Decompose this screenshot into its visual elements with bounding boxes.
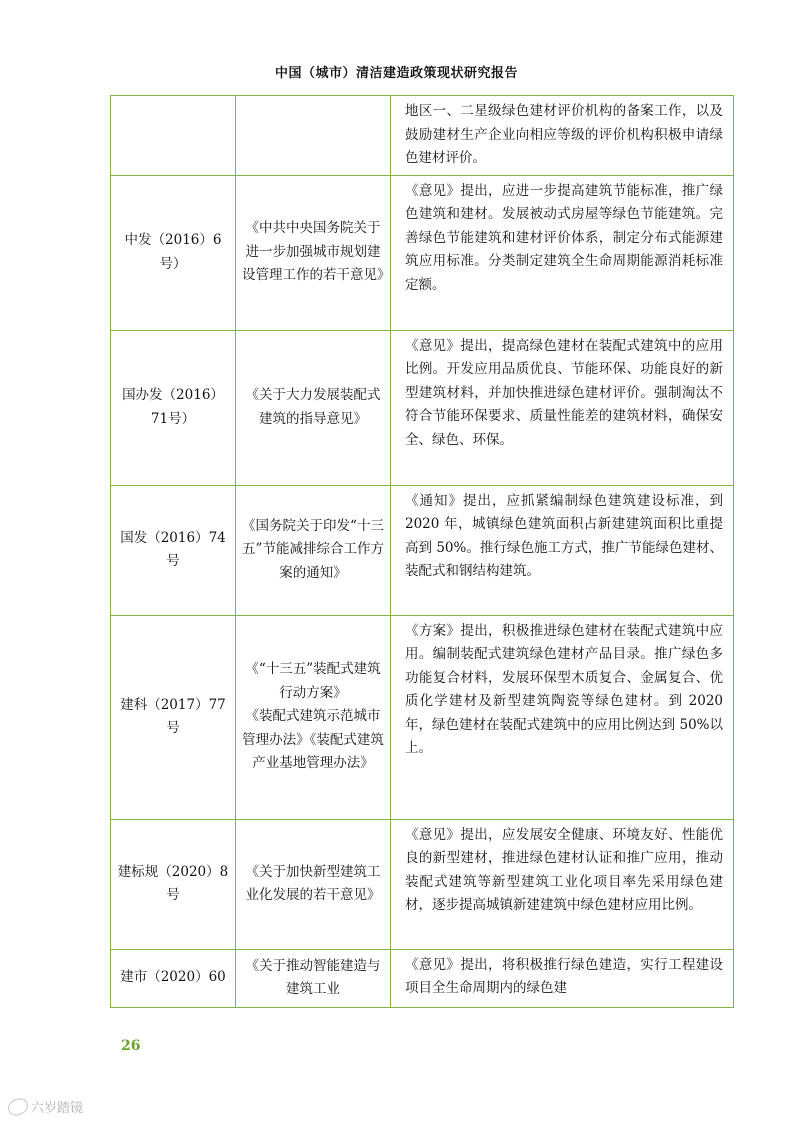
issuing-code-cell: 建标规（2020）8号 bbox=[111, 819, 236, 949]
report-header-title: 中国（城市）清洁建造政策现状研究报告 bbox=[274, 66, 518, 81]
policy-content-cell: 《意见》提出，提高绿色建材在装配式建筑中的应用比例。开发应用品质优良、节能环保、功能良好的新型建筑材料，并加快推进绿色建材评价。强制淘汰不符合节能环保要求、质量性能差的建筑材料，确保安全、绿色、环保。 bbox=[391, 330, 734, 485]
issuing-code-cell: 国发（2016）74号 bbox=[111, 485, 236, 615]
watermark-logo-icon bbox=[6, 1096, 29, 1117]
policy-content-cell: 地区一、二星级绿色建材评价机构的备案工作，以及鼓励建材生产企业向相应等级的评价机构积极申请绿色建材评价。 bbox=[391, 96, 734, 176]
issuing-code-cell: 建市（2020）60 bbox=[111, 949, 236, 1007]
policy-content-cell: 《意见》提出，应发展安全健康、环境友好、性能优良的新型建材，推进绿色建材认证和推广应用，推动装配式建筑等新型建筑工业化项目率先采用绿色建材，逐步提高城镇新建建筑中绿色建材应用比例。 bbox=[391, 819, 734, 949]
policy-content-cell: 《意见》提出，将积极推行绿色建造，实行工程建设项目全生命周期内的绿色建 bbox=[391, 949, 734, 1007]
table-row bbox=[111, 175, 734, 330]
watermark bbox=[8, 1097, 83, 1116]
watermark-text: 六岁踏镜 bbox=[31, 1101, 84, 1116]
page-number: 26 bbox=[121, 1038, 141, 1054]
policy-content-cell: 《通知》提出，应抓紧编制绿色建筑建设标准，到 2020 年，城镇绿色建筑面积占新建建筑面积比重提高到 50%。推行绿色施工方式，推广节能绿色建材、装配式和钢结构建筑。 bbox=[391, 485, 734, 615]
document-title-cell bbox=[236, 485, 391, 615]
issuing-code-cell bbox=[111, 96, 236, 176]
document-title-cell bbox=[236, 819, 391, 949]
document-title: 《关于加快新型建筑工业化发展的若干意见》 bbox=[245, 863, 381, 903]
document-title: 《中共中央国务院关于进一步加强城市规划建设管理工作的若干意见》 bbox=[242, 220, 391, 284]
issuing-code-cell: 建科（2017）77号 bbox=[111, 615, 236, 819]
document-title: 《“十三五”装配式建筑行动方案》 bbox=[245, 661, 381, 701]
policy-content-cell: 《方案》提出，积极推进绿色建材在装配式建筑中应用。编制装配式建筑绿色建材产品目录。推广绿色多功能复合材料，发展环保型木质复合、金属复合、优质化学建材及新型建筑陶瓷等绿色建材。到 2020 年，绿色建材在装配式建筑中的应用比例达到 50%以上。 bbox=[391, 615, 734, 819]
table-row bbox=[111, 485, 734, 615]
table-row bbox=[111, 330, 734, 485]
document-title-cell bbox=[236, 175, 391, 330]
table-row bbox=[111, 615, 734, 819]
policy-content-cell: 《意见》提出，应进一步提高建筑节能标准，推广绿色建筑和建材。发展被动式房屋等绿色节能建筑。完善绿色节能建筑和建材评价体系，制定分布式能源建筑应用标准。分类制定建筑全生命周期能源消耗标准定额。 bbox=[391, 175, 734, 330]
table-row bbox=[111, 949, 734, 1007]
document-title: 《国务院关于印发“十三五”节能减排综合工作方案的通知》 bbox=[242, 517, 384, 581]
document-title-cell bbox=[236, 615, 391, 819]
document-title: 《装配式建筑示范城市管理办法》《装配式建筑产业基地管理办法》 bbox=[242, 708, 384, 772]
document-title-cell bbox=[236, 96, 391, 176]
table-row bbox=[111, 96, 734, 176]
policy-table bbox=[110, 95, 734, 1008]
document-title: 《关于推动智能建造与建筑工业 bbox=[245, 957, 381, 997]
table-row bbox=[111, 819, 734, 949]
document-title: 《关于大力发展装配式建筑的指导意见》 bbox=[245, 387, 381, 427]
issuing-code-cell: 中发（2016）6号） bbox=[111, 175, 236, 330]
issuing-code-cell: 国办发（2016）71号） bbox=[111, 330, 236, 485]
document-title-cell bbox=[236, 330, 391, 485]
document-title-cell bbox=[236, 949, 391, 1007]
